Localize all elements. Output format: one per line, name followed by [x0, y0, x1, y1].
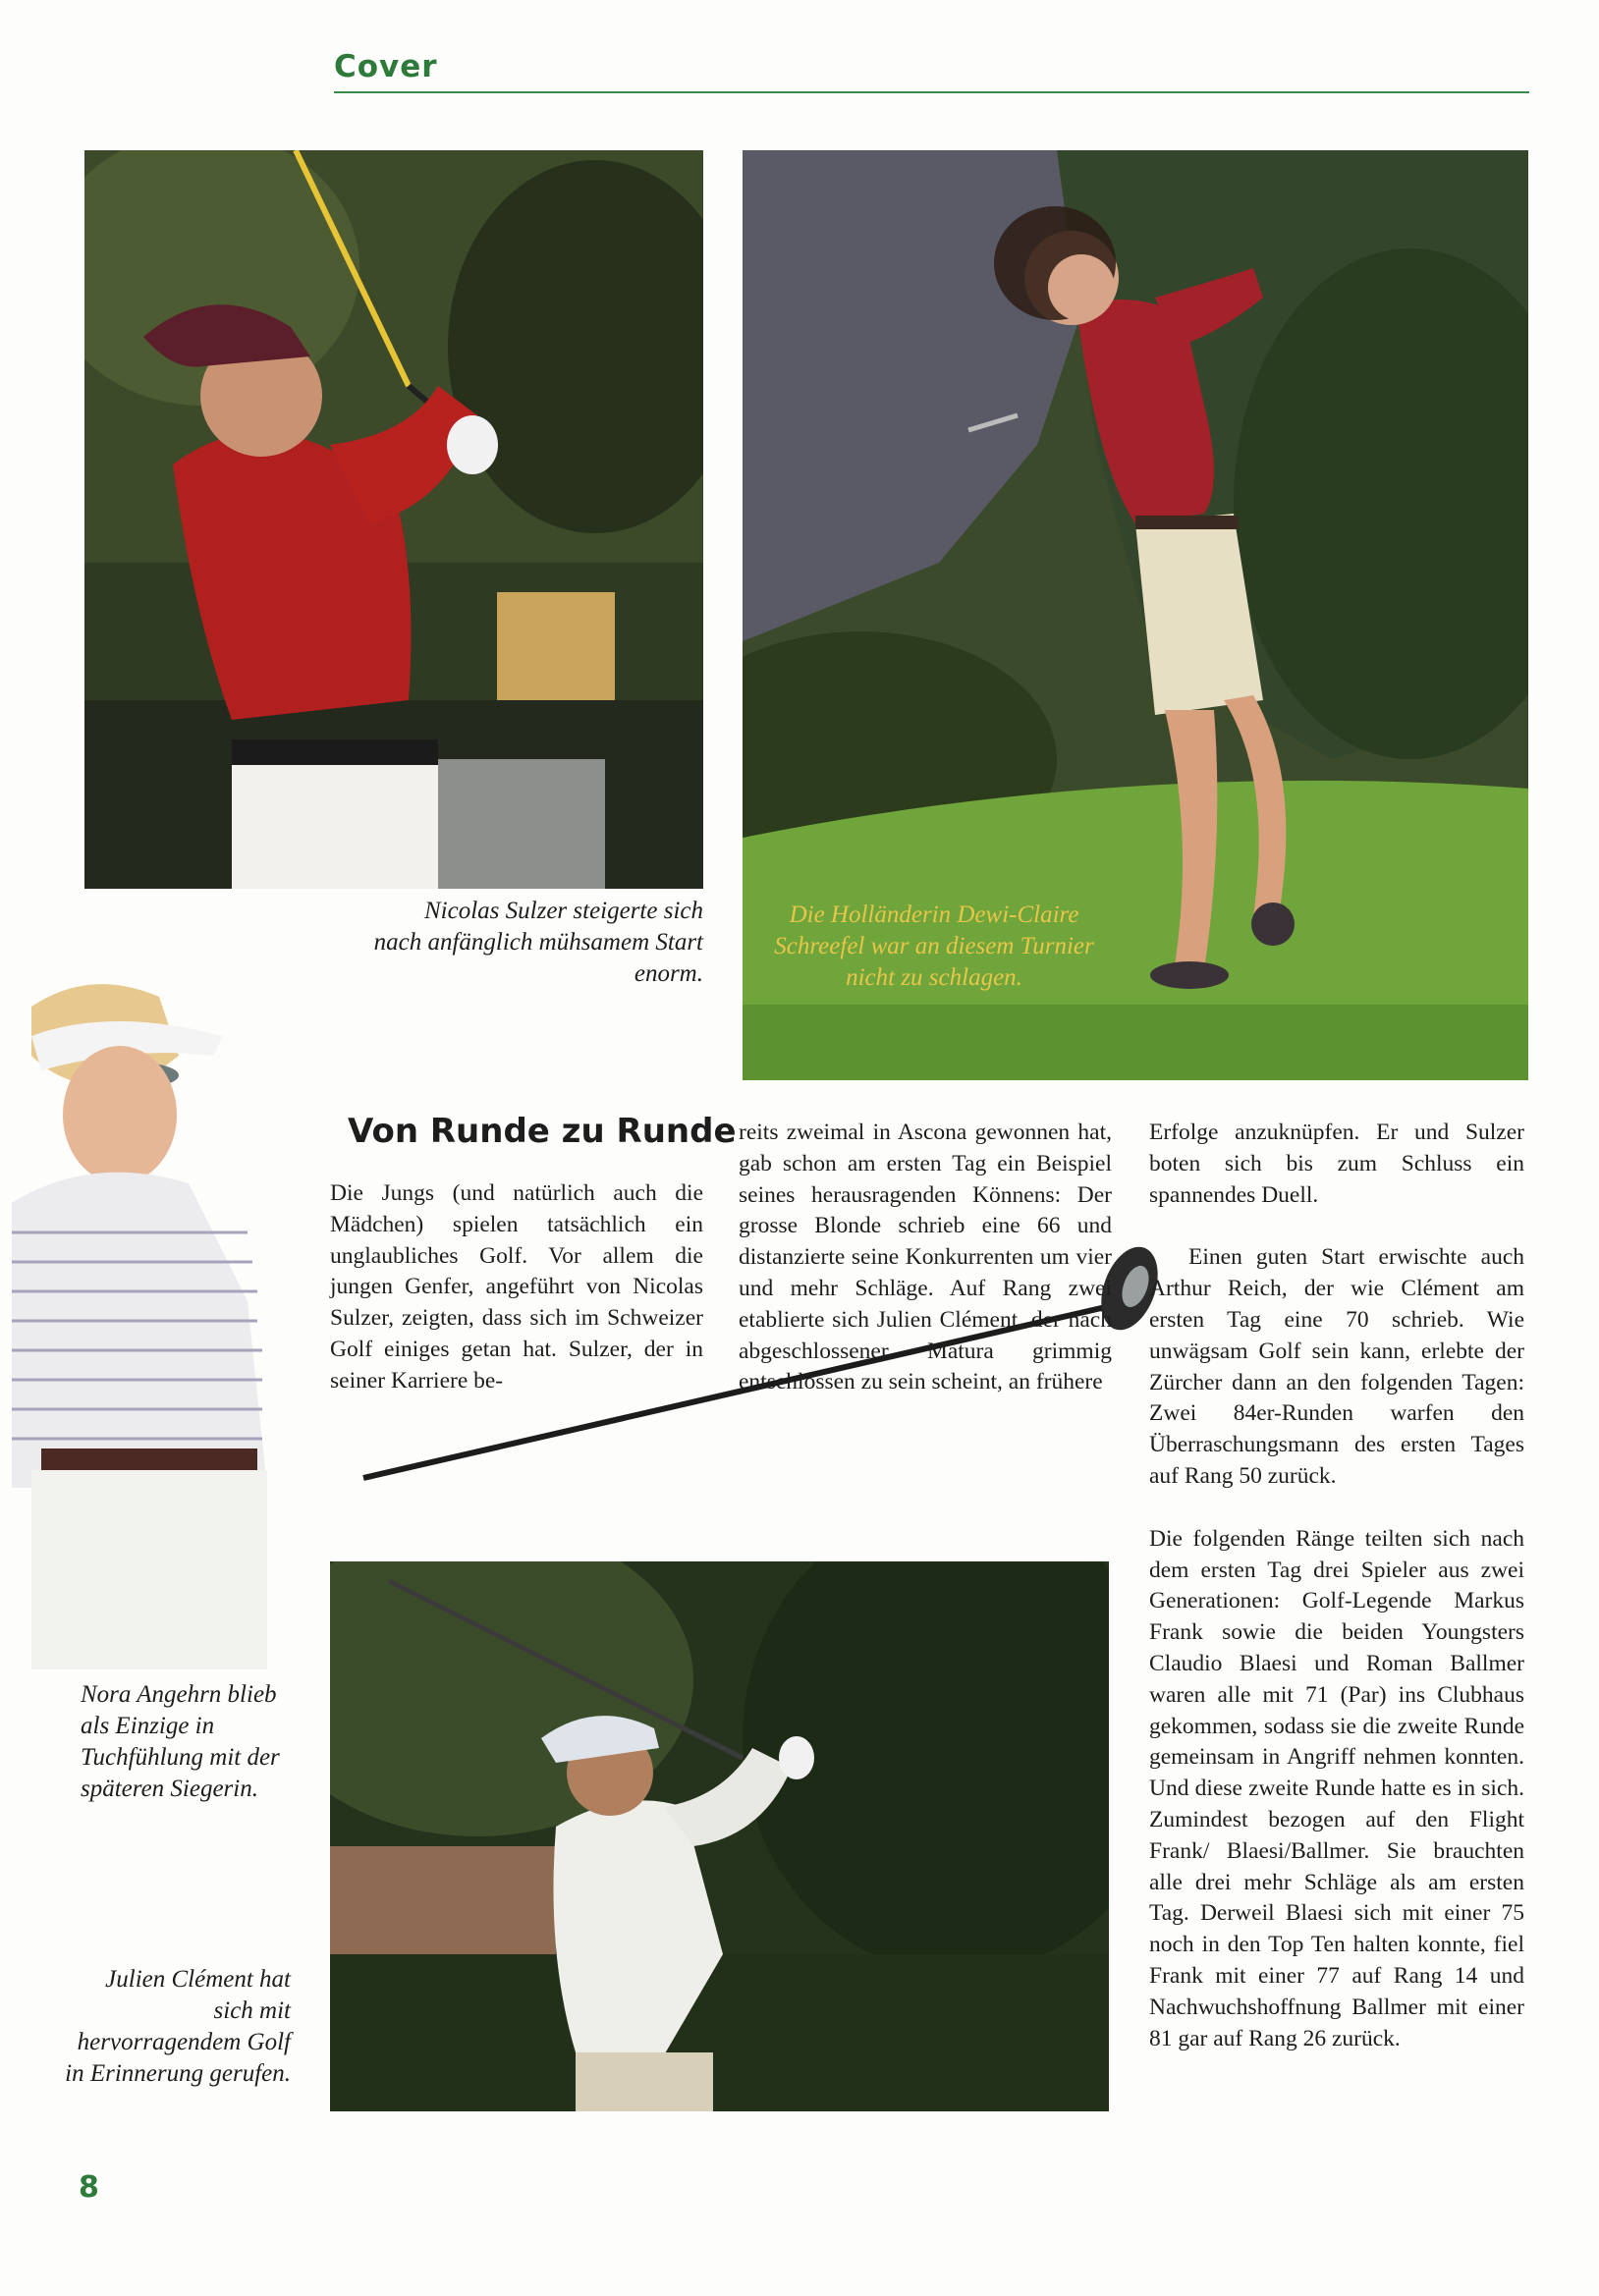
article-paragraph: Einen guten Start erwischte auch Arthur Reich, der wie Clément am ersten Tag eine 70 schrieb. Wie unwägsam Golf sein kann, erlebte der Zürcher dann an den folgenden Tagen: Zwei 84er-Runden warfen den Überraschungsmann des ersten Tages auf Rang 50 zurück.: [1149, 1244, 1524, 1489]
article-paragraph: Die folgenden Ränge teilten sich nach dem ersten Tag drei Spieler aus zwei Generationen: Golf-Legende Markus Frank sowie die beiden Youngsters Claudio Blaesi und Roman Ballmer waren alle mit 71 (Par) ins Clubhaus gekommen, sodass sie die zweite Runde gemeinsam in Angriff nehmen konnten. Und diese zweite Runde hatte es in sich. Zumindest bezogen auf den Flight Frank/ Blaesi/Ballmer. Sie brauchten alle drei mehr Schläge als am ersten Tag. Derweil Blaesi sich mit einer 75 noch in den Top Ten halten konnte, fiel Frank mit einer 77 auf Rang 14 und Nachwuchshoffnung Ballmer mit einer 81 gar auf Rang 26 zurück.: [1149, 1525, 1524, 2051]
caption-sulzer: Nicolas Sulzer steigerte sich nach anfänglich mühsamem Start enorm.: [373, 898, 703, 987]
article-paragraph: reits zweimal in Ascona gewonnen hat, gab schon am ersten Tag ein Beispiel seines herausragenden Könnens: Der grosse Blonde schrieb eine 66 und distanzierte seine Konkurrenten um vier und mehr Schläge. Auf Rang zwei etablierte sich Julien Clément, der nach abgeschlossener Matura grimmig entschlossen zu sein scheint, an frühere: [739, 1120, 1112, 1395]
article-column-1: [330, 1178, 703, 1429]
article-column-2: [739, 1118, 1112, 1430]
article-column-3: [1149, 1118, 1524, 2086]
article-paragraph: Erfolge anzuknüpfen. Er und Sulzer boten sich bis zum Schluss ein spannendes Duell.: [1149, 1120, 1524, 1208]
article-paragraph: Die Jungs (und natürlich auch die Mädchen) spielen tatsächlich ein unglaubliches Golf. Vor allem die jungen Genfer, angeführt von Nicolas Sulzer, zeigten, dass sich im Schweizer Golf einiges getan hat. Sulzer, der in seiner Karriere be-: [330, 1180, 703, 1394]
photo-julien-clement: [330, 1561, 1109, 2111]
photo-nora-angehrn: [12, 967, 267, 1669]
caption-angehrn: Nora Angehrn blieb als Einzige in Tuchfühlung mit der späteren Siegerin.: [81, 1681, 280, 1802]
caption-schreefel: Die Holländerin Dewi-Claire Schreefel war an diesem Turnier nicht zu schlagen.: [774, 902, 1094, 991]
caption-clement: Julien Clément hat sich mit hervorragendem Golf in Erinnerung gerufen.: [65, 1966, 291, 2087]
photo-nicolas-sulzer: [84, 150, 703, 889]
photo-dewi-claire-schreefel: [743, 150, 1528, 1080]
section-label: Cover: [334, 49, 438, 84]
page-number: 8: [79, 2170, 99, 2205]
header-rule: [334, 91, 1529, 93]
article-headline: Von Runde zu Runde: [348, 1112, 737, 1151]
